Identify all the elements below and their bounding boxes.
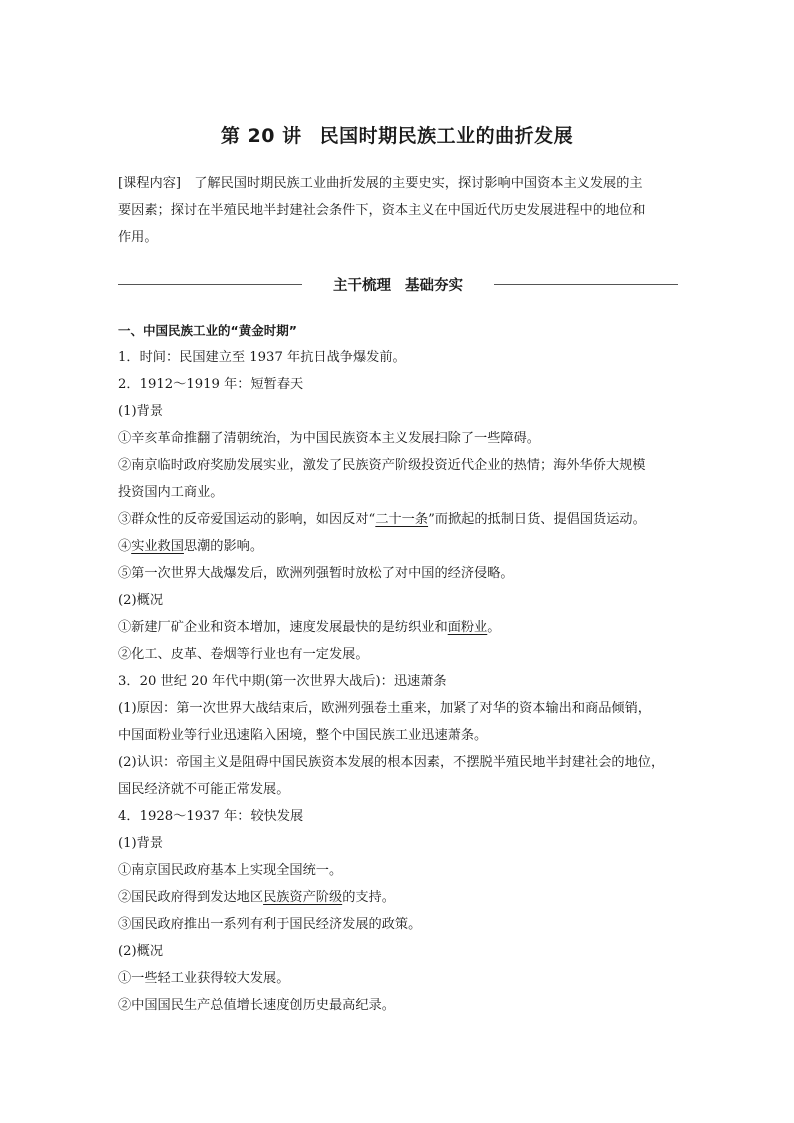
lesson-title: 民国时期民族工业的曲折发展 — [319, 125, 574, 147]
text-line: (2)概况 — [118, 593, 164, 608]
text-segment: ①新建厂矿企业和资本增加，速度发展最快的是纺织业和 — [118, 620, 448, 635]
text-segment: ②国民政府得到发达地区 — [118, 890, 264, 905]
intro-line: [课程内容] 了解民国时期民族工业曲折发展的主要史实，探讨影响中国资本主义发展的主 — [118, 176, 643, 191]
text-segment: ③群众性的反帝爱国运动的影响，如因反对“ — [118, 512, 376, 527]
text-line — [118, 533, 680, 560]
text-line: 1．时间：民国建立至 1937 年抗日战争爆发前。 — [118, 350, 406, 365]
main-content — [118, 317, 680, 1019]
text-segment: 的支持。 — [342, 890, 395, 905]
text-line: 3．20 世纪 20 年代中期(第一次世界大战后)：迅速萧条 — [118, 674, 447, 689]
divider-line-left — [118, 284, 302, 285]
underlined-term: 面粉业 — [447, 620, 488, 635]
underlined-term: 二十一条 — [375, 512, 429, 527]
divider-line-right — [494, 284, 678, 285]
course-content-intro — [118, 170, 678, 251]
text-line: (2)认识：帝国主义是阻碍中国民族资本发展的根本因素，不摆脱半殖民地半封建社会的地位， — [118, 755, 665, 770]
lesson-number: 第 20 讲 — [220, 125, 302, 147]
text-line: 投资国内工商业。 — [118, 485, 224, 500]
text-line: 中国面粉业等行业迅速陷入困境，整个中国民族工业迅速萧条。 — [118, 728, 488, 743]
divider-label-right: 基础夯实 — [405, 278, 463, 294]
text-line: ③国民政府推出一系列有利于国民经济发展的政策。 — [118, 917, 422, 932]
text-line: ①一些轻工业获得较大发展。 — [118, 971, 290, 986]
intro-line: 要因素；探讨在半殖民地半封建社会条件下，资本主义在中国近代历史发展进程中的地位和 — [118, 203, 646, 218]
text-line: ②化工、皮革、卷烟等行业也有一定发展。 — [118, 647, 369, 662]
text-line: (1)原因：第一次世界大战结束后，欧洲列强卷土重来，加紧了对华的资本输出和商品倾销， — [118, 701, 651, 716]
text-segment: ”而掀起的抵制日货、提倡国货运动。 — [428, 512, 646, 527]
section-divider — [118, 272, 678, 296]
text-line: 2．1912～1919 年：短暂春天 — [118, 377, 304, 392]
text-line: (1)背景 — [118, 404, 164, 419]
text-line: ①辛亥革命推翻了清朝统治，为中国民族资本主义发展扫除了一些障碍。 — [118, 431, 540, 446]
section-divider-label — [314, 274, 482, 295]
intro-line: 作用。 — [118, 230, 158, 245]
text-segment: 。 — [487, 620, 501, 635]
text-line: ②中国国民生产总值增长速度创历史最高纪录。 — [118, 998, 395, 1013]
text-line — [118, 884, 680, 911]
text-line: ②南京临时政府奖励发展实业，激发了民族资产阶级投资近代企业的热情；海外华侨大规模 — [118, 458, 646, 473]
text-line: 国民经济就不可能正常发展。 — [118, 782, 290, 797]
divider-label-left: 主干梳理 — [333, 278, 391, 294]
section-heading: 一、中国民族工业的“黄金时期” — [118, 323, 297, 338]
text-line: 4．1928～1937 年：较快发展 — [118, 809, 304, 824]
text-line — [118, 614, 680, 641]
underlined-term: 实业救国 — [131, 539, 184, 554]
text-line: ①南京国民政府基本上实现全国统一。 — [118, 863, 343, 878]
text-line — [118, 506, 680, 533]
text-line: (1)背景 — [118, 836, 164, 851]
text-line: (2)概况 — [118, 944, 164, 959]
text-segment: 思潮的影响。 — [183, 539, 264, 554]
underlined-term: 民族资产阶级 — [263, 890, 343, 905]
page-title — [0, 121, 794, 148]
text-segment: ④ — [118, 539, 132, 554]
text-line: ⑤第一次世界大战爆发后，欧洲列强暂时放松了对中国的经济侵略。 — [118, 566, 514, 581]
